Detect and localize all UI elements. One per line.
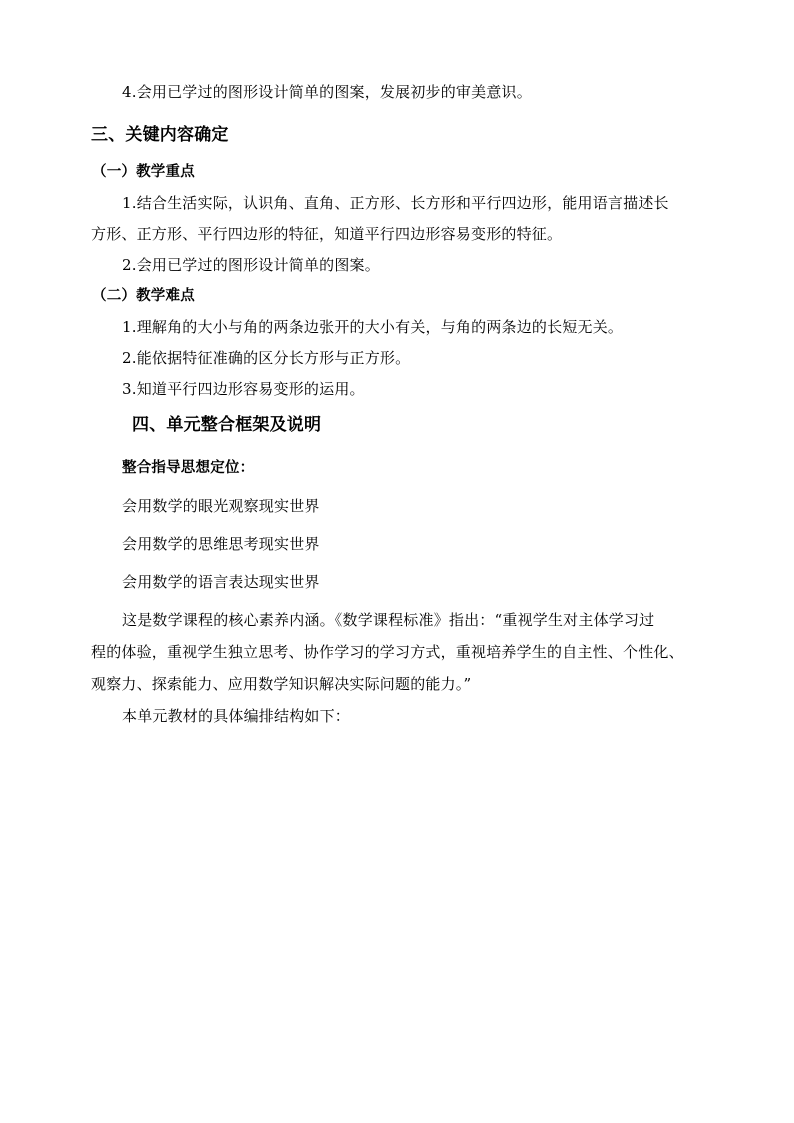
difficulty-1: 1.理解角的大小与角的两条边张开的大小有关，与角的两条边的长短无关。 <box>122 318 624 336</box>
key-point-1-line-2: 方形、正方形、平行四边形的特征，知道平行四边形容易变形的特征。 <box>91 225 563 243</box>
section-4-heading: 四、单元整合框架及说明 <box>132 415 322 435</box>
guide-item-1: 会用数学的眼光观察现实世界 <box>122 497 320 515</box>
paragraph-line-3: 观察力、探索能力、应用数学知识解决实际问题的能力。” <box>91 675 472 693</box>
difficulty-2: 2.能依据特征准确的区分长方形与正方形。 <box>122 349 411 367</box>
difficulty-3: 3.知道平行四边形容易变形的运用。 <box>122 380 365 398</box>
paragraph-line-1: 这是数学课程的核心素养内涵。《数学课程标准》指出：“重视学生对主体学习过 <box>122 611 655 629</box>
guide-item-2: 会用数学的思维思考现实世界 <box>122 535 320 553</box>
difficulties-heading: （二）教学难点 <box>92 288 195 304</box>
guide-item-3: 会用数学的语言表达现实世界 <box>122 573 320 591</box>
key-points-heading: （一）教学重点 <box>92 164 195 180</box>
objective-item-4: 4.会用已学过的图形设计简单的图案，发展初步的审美意识。 <box>122 83 532 101</box>
paragraph-line-2: 程的体验，重视学生独立思考、协作学习的学习方式，重视培养学生的自主性、个性化、 <box>91 643 684 661</box>
structure-intro: 本单元教材的具体编排结构如下： <box>122 707 351 725</box>
section-3-heading: 三、关键内容确定 <box>91 125 229 145</box>
guide-heading: 整合指导思想定位： <box>122 460 255 476</box>
key-point-1-line-1: 1.结合生活实际，认识角、直角、正方形、长方形和平行四边形，能用语言描述长 <box>122 194 669 212</box>
key-point-2: 2.会用已学过的图形设计简单的图案。 <box>122 256 380 274</box>
